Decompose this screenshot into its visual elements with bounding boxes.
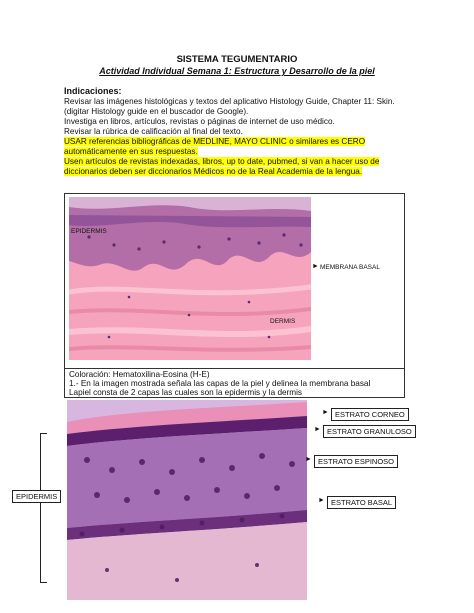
page-subtitle: Actividad Individual Semana 1: Estructura y Desarrollo de la piel [99, 66, 375, 76]
membrana-basal-label: MEMBRANA BASAL [320, 264, 380, 271]
highlighted-line [64, 157, 379, 167]
histology-image-1-svg [69, 197, 311, 360]
highlighted-line [64, 137, 365, 147]
estrato-basal-label: ESTRATO BASAL [327, 496, 396, 509]
caption-line: Coloración: Hematoxilina-Eosina (H-E) [69, 370, 210, 379]
highlighted-text: diccionarios deben ser diccionarios Médicos no de la Real Academia de la lengua. [64, 167, 363, 176]
arrow-icon: ► [322, 409, 329, 416]
caption-line: Lapiel consta de 2 capas las cuales son la epidermis y la dermis [69, 388, 303, 397]
arrow-icon: ► [312, 263, 319, 270]
histology-image-2 [67, 400, 307, 600]
highlighted-line [64, 167, 362, 177]
highlighted-text: Usen artículos de revistas indexadas, libros, up to date, pubmed, si van a hacer uso de [64, 157, 380, 166]
highlighted-line [64, 147, 198, 157]
highlighted-text: USAR referencias bibliográficas de MEDLINE, MAYO CLINIC o similares es CERO [64, 137, 366, 146]
arrow-icon: ► [305, 456, 312, 463]
instructions-heading: Indicaciones: [64, 86, 122, 96]
estrato-espinoso-label: ESTRATO ESPINOSO [314, 455, 398, 468]
instruction-line: Investiga en libros, artículos, revistas o páginas de internet de uso médico. [64, 117, 335, 126]
epidermis-side-label: EPIDERMIS [12, 490, 61, 503]
caption-line: 1.- En la imagen mostrada señala las capas de la piel y delinea la membrana basal [69, 379, 371, 388]
instruction-line: (digitar Histology guide en el buscador de Google). [64, 107, 249, 116]
dermis-label: DERMIS [270, 318, 296, 325]
estrato-corneo-label: ESTRATO CORNEO [331, 408, 409, 421]
estrato-granuloso-label: ESTRATO GRANULOSO [323, 425, 416, 438]
histology-image-2-svg [67, 400, 307, 600]
instruction-line: Revisar la rúbrica de calificación al final del texto. [64, 127, 243, 136]
arrow-icon: ► [318, 497, 325, 504]
epidermis-label: EPIDERMIS [71, 228, 107, 235]
highlighted-text: automáticamente en sus respuestas. [64, 147, 198, 156]
page-title: SISTEMA TEGUMENTARIO [176, 54, 298, 65]
epidermis-bracket [40, 433, 47, 583]
histology-image-1 [69, 197, 311, 360]
instruction-line: Revisar las imágenes histológicas y textos del aplicativo Histology Guide, Chapter 11: Skin. [64, 97, 395, 106]
arrow-icon: ► [314, 426, 321, 433]
